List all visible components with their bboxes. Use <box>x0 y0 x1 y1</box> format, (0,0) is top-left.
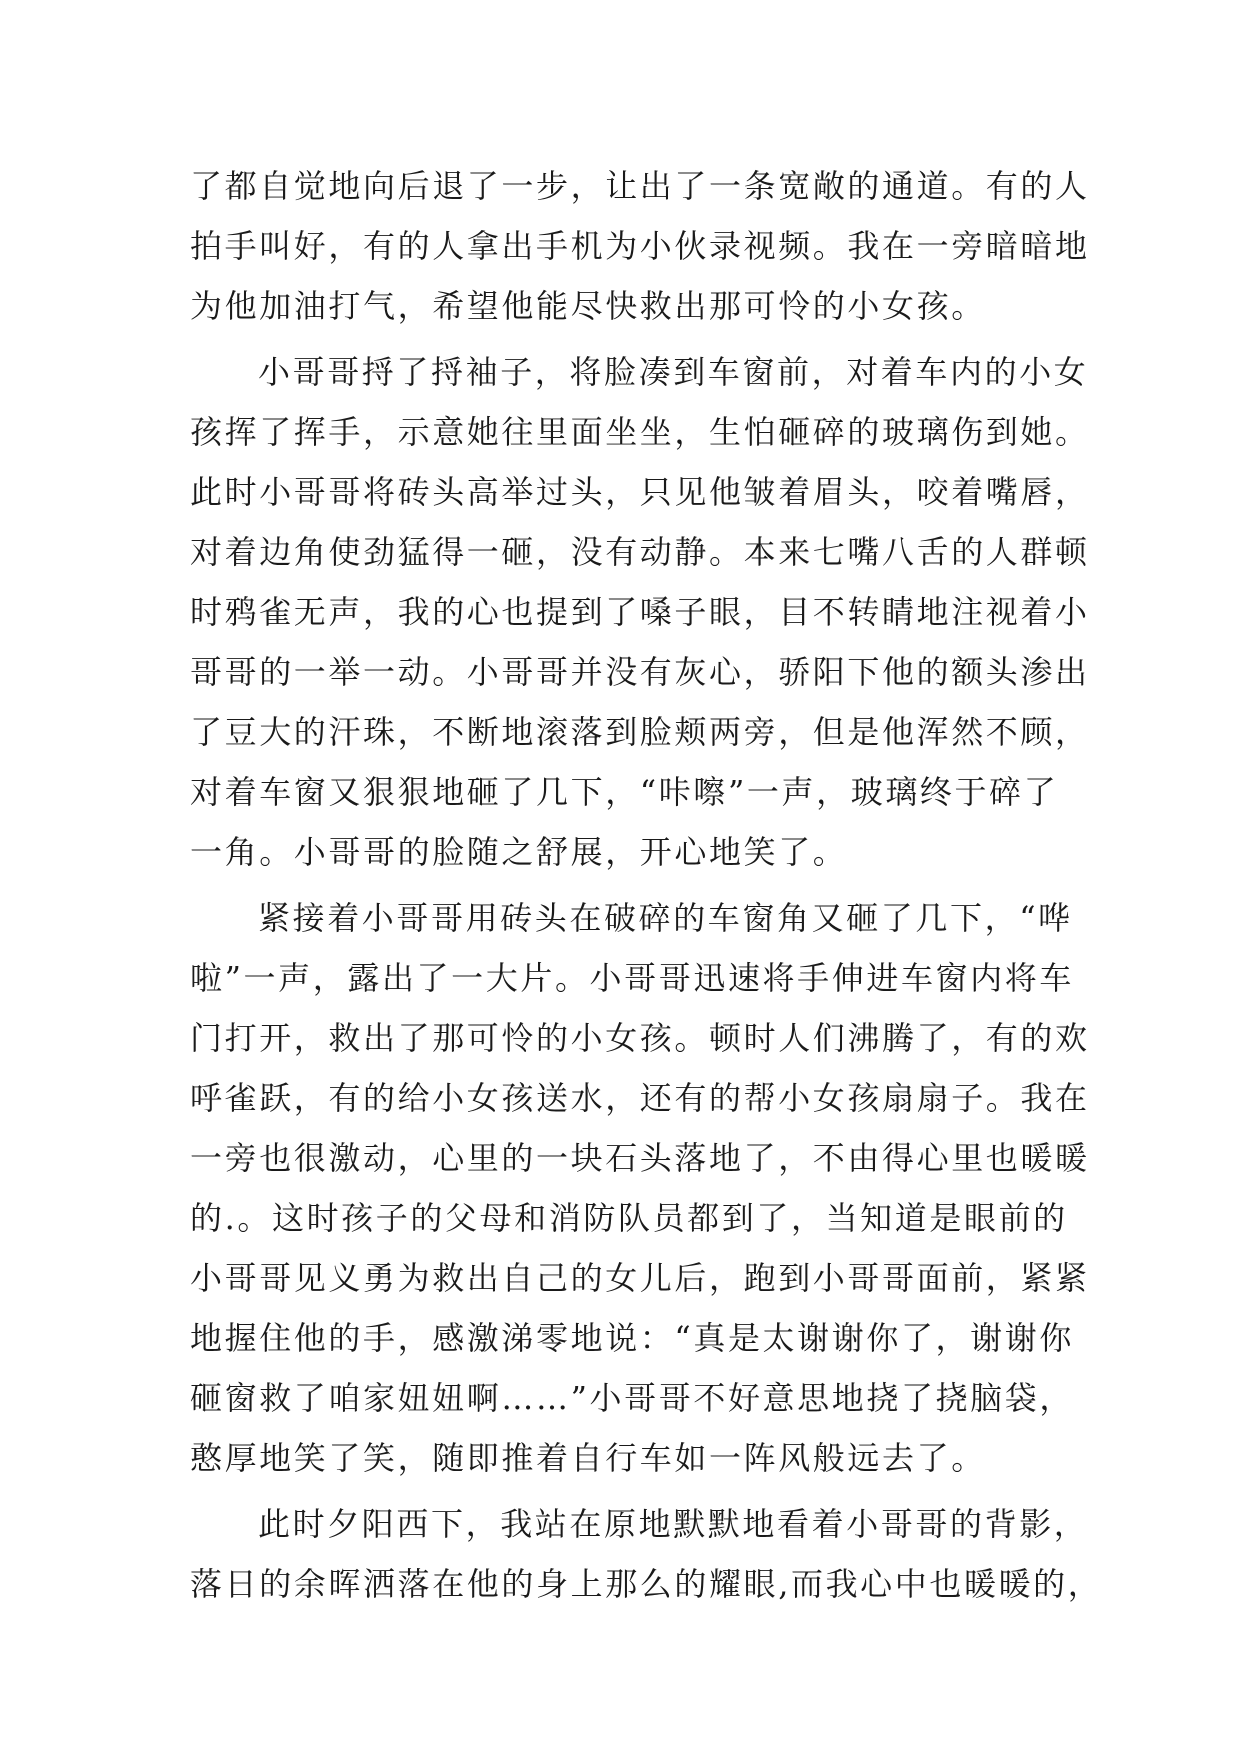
text-line: 孩挥了挥手，示意她往里面坐坐，生怕砸碎的玻璃伤到她。 <box>190 413 1090 451</box>
text-line: 一旁也很激动，心里的一块石头落地了，不由得心里也暖暖 <box>190 1139 1090 1177</box>
text-line: 落日的余晖洒落在他的身上那么的耀眼,而我心中也暖暖的， <box>190 1565 1103 1603</box>
text-line: 了豆大的汗珠，不断地滚落到脸颊两旁，但是他浑然不顾， <box>190 713 1090 751</box>
text-line: 为他加油打气，希望他能尽快救出那可怜的小女孩。 <box>190 287 986 325</box>
text-line: 小哥哥捋了捋袖子，将脸凑到车窗前，对着车内的小女 <box>258 353 1089 391</box>
paragraph-1 <box>190 156 1090 336</box>
text-line: 了都自觉地向后退了一步，让出了一条宽敞的通道。有的人 <box>190 167 1090 205</box>
text-line: 拍手叫好，有的人拿出手机为小伙录视频。我在一旁暗暗地 <box>190 227 1090 265</box>
text-line: 对着边角使劲猛得一砸，没有动静。本来七嘴八舌的人群顿 <box>190 533 1090 571</box>
text-line: 地握住他的手，感激涕零地说：“真是太谢谢你了，谢谢你 <box>190 1319 1074 1357</box>
text-line: 砸窗救了咱家妞妞啊……”小哥哥不好意思地挠了挠脑袋， <box>190 1379 1074 1417</box>
text-line: 对着车窗又狠狠地砸了几下，“咔嚓”一声，玻璃终于碎了 <box>190 773 1059 811</box>
text-line: 小哥哥见义勇为救出自己的女儿后，跑到小哥哥面前，紧紧 <box>190 1259 1090 1297</box>
text-line: 哥哥的一举一动。小哥哥并没有灰心，骄阳下他的额头渗出 <box>190 653 1090 691</box>
paragraph-3 <box>190 888 1090 1488</box>
paragraph-2 <box>190 342 1090 882</box>
text-line: 憨厚地笑了笑，随即推着自行车如一阵风般远去了。 <box>190 1439 986 1477</box>
paragraph-4 <box>190 1494 1103 1614</box>
text-line: 此时小哥哥将砖头高举过头，只见他皱着眉头，咬着嘴唇， <box>190 473 1090 511</box>
text-line: 啦”一声，露出了一大片。小哥哥迅速将手伸进车窗内将车 <box>190 959 1074 997</box>
text-line: 时鸦雀无声，我的心也提到了嗓子眼，目不转睛地注视着小 <box>190 593 1090 631</box>
text-line: 呼雀跃，有的给小女孩送水，还有的帮小女孩扇扇子。我在 <box>190 1079 1090 1117</box>
text-line: 门打开，救出了那可怜的小女孩。顿时人们沸腾了，有的欢 <box>190 1019 1090 1057</box>
text-line: 一角。小哥哥的脸随之舒展，开心地笑了。 <box>190 833 848 871</box>
body-text <box>190 156 1103 1614</box>
text-line: 紧接着小哥哥用砖头在破碎的车窗角又砸了几下，“哗 <box>258 899 1073 937</box>
text-line: 此时夕阳西下，我站在原地默默地看着小哥哥的背影， <box>258 1505 1089 1543</box>
text-line: 的.。这时孩子的父母和消防队员都到了，当知道是眼前的 <box>190 1199 1068 1237</box>
